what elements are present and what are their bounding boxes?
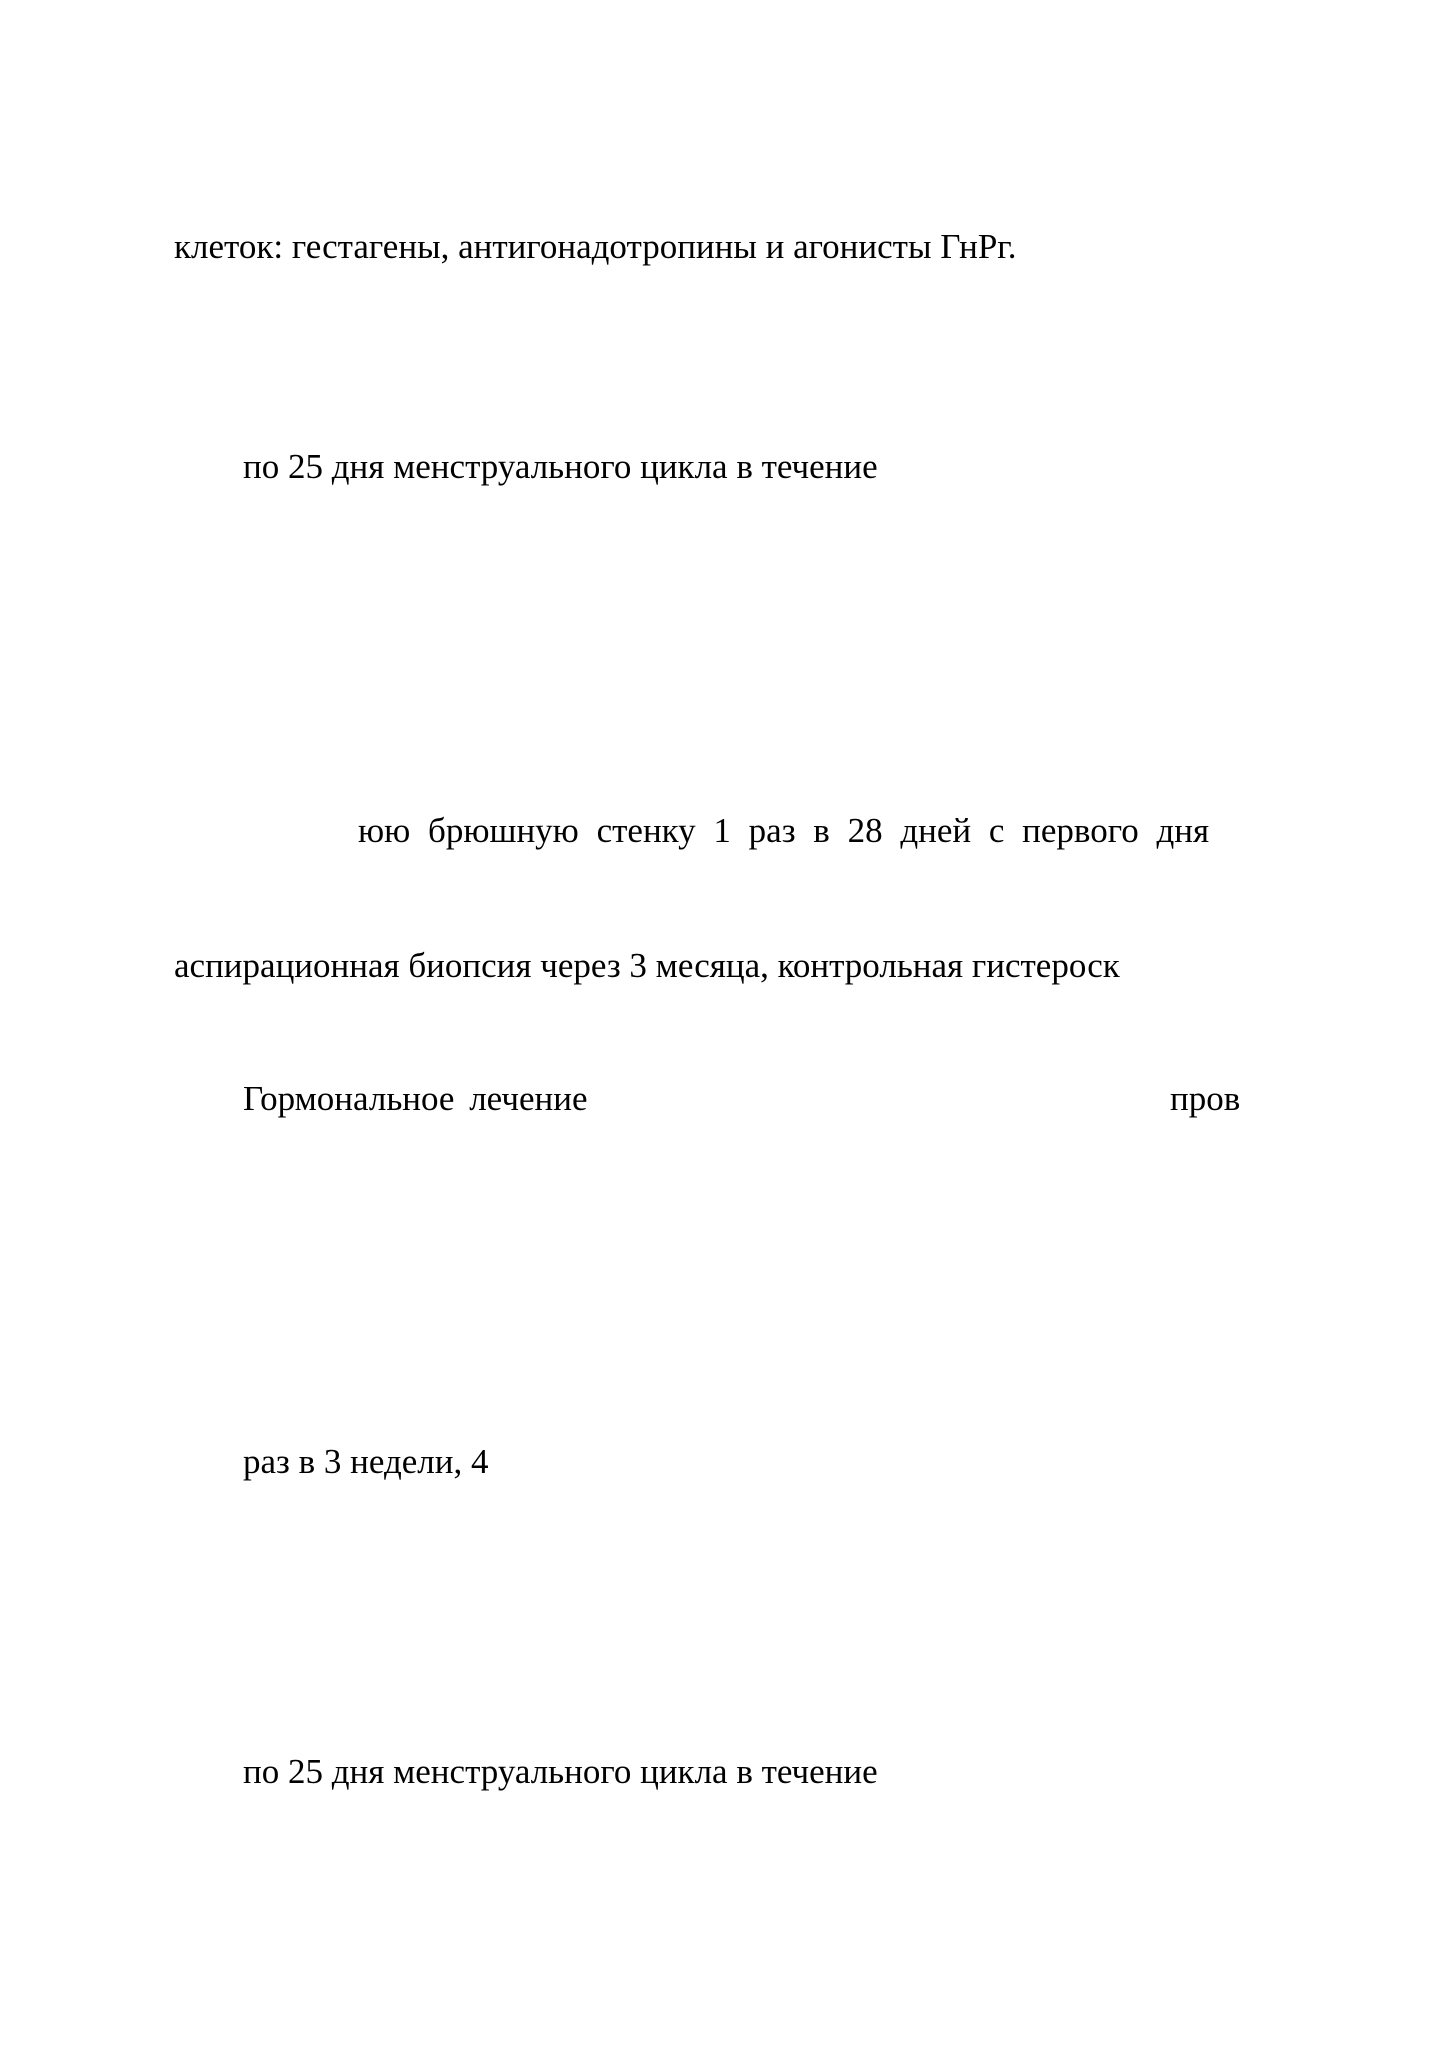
- text-line: юю брюшную стенку 1 раз в 28 дней с первого дня: [358, 811, 1210, 850]
- text-line: по 25 дня менструального цикла в течение: [243, 1752, 878, 1791]
- text-fragment: пров: [1170, 1079, 1241, 1118]
- text-line: Гормональное лечение: [243, 1079, 588, 1118]
- text-line: аспирационная биопсия через 3 месяца, контрольная гистероск: [174, 946, 1120, 985]
- text-line: раз в 3 недели, 4: [243, 1442, 489, 1481]
- text-line: клеток: гестагены, антигонадотропины и агонисты ГнРг.: [174, 227, 1017, 266]
- text-line: по 25 дня менструального цикла в течение: [243, 447, 878, 486]
